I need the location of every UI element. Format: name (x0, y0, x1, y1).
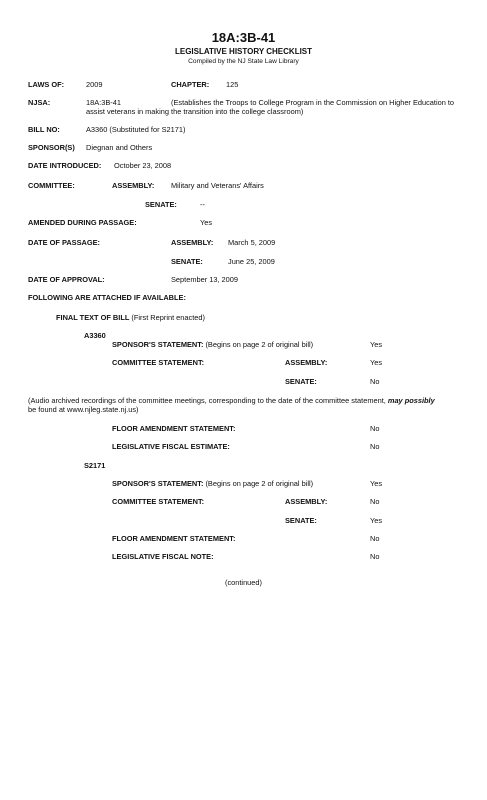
sponsors-label: SPONSOR(S) (28, 143, 75, 152)
page-title: 18A:3B-41 (211, 30, 276, 45)
amended-value: Yes (200, 218, 213, 227)
a3360-fiscal-value: No (370, 442, 380, 451)
a3360-senate-value: No (370, 377, 380, 386)
a3360-committee-statement-label: COMMITTEE STATEMENT: (112, 358, 205, 367)
a3360-sponsor-statement-note: (Begins on page 2 of original bill) (205, 340, 314, 349)
s2171-fiscal-label: LEGISLATIVE FISCAL NOTE: (112, 552, 214, 561)
njsa-value: 18A:3B-41 (86, 98, 121, 107)
bill-no-value: A3360 (Substituted for S2171) (86, 125, 186, 134)
a3360-sponsor-statement-row (112, 340, 313, 349)
s2171-sponsor-statement-note: (Begins on page 2 of original bill) (205, 479, 314, 488)
chapter-value: 125 (226, 80, 239, 89)
date-introduced-value: October 23, 2008 (114, 161, 172, 170)
bill-no-label: BILL NO: (28, 125, 60, 134)
date-of-approval-value: September 13, 2009 (171, 275, 238, 284)
final-text-note: (First Reprint enacted) (131, 313, 205, 322)
committee-assembly-label: ASSEMBLY: (112, 181, 155, 190)
a3360-sponsor-statement-value: Yes (370, 340, 383, 349)
final-text-label: FINAL TEXT OF BILL (56, 313, 130, 322)
chapter-label: CHAPTER: (171, 80, 210, 89)
njsa-description-1: (Establishes the Troops to College Program in the Commission on Higher Education to (171, 98, 455, 107)
s2171-sponsor-statement-row (112, 479, 313, 488)
a3360-sponsor-statement-label: SPONSOR'S STATEMENT: (112, 340, 204, 349)
s2171-floor-label: FLOOR AMENDMENT STATEMENT: (112, 534, 236, 543)
audio-note-text: (Audio archived recordings of the committee meetings, corresponding to the date of the committee statement, (28, 396, 388, 405)
page-subtitle: LEGISLATIVE HISTORY CHECKLIST (174, 47, 313, 56)
s2171-assembly-value: No (370, 497, 380, 506)
a3360-heading: A3360 (84, 331, 106, 340)
committee-assembly-value: Military and Veterans' Affairs (171, 181, 264, 190)
amended-label: AMENDED DURING PASSAGE: (28, 218, 137, 227)
passage-assembly-label: ASSEMBLY: (171, 238, 214, 247)
date-introduced-label: DATE INTRODUCED: (28, 161, 102, 170)
date-of-approval-label: DATE OF APPROVAL: (28, 275, 105, 284)
audio-note (28, 396, 483, 405)
attached-heading: FOLLOWING ARE ATTACHED IF AVAILABLE: (28, 293, 186, 302)
s2171-sponsor-statement-value: Yes (370, 479, 383, 488)
committee-senate-value: -- (200, 200, 205, 209)
s2171-committee-statement-label: COMMITTEE STATEMENT: (112, 497, 205, 506)
laws-of-value: 2009 (86, 80, 103, 89)
njsa-description-2: assist veterans in making the transition into the college classroom) (86, 107, 304, 116)
s2171-assembly-label: ASSEMBLY: (285, 497, 328, 506)
audio-note-emphasis: may possibly (387, 396, 435, 405)
s2171-fiscal-value: No (370, 552, 380, 561)
a3360-floor-label: FLOOR AMENDMENT STATEMENT: (112, 424, 236, 433)
passage-senate-value: June 25, 2009 (228, 257, 275, 266)
passage-senate-label: SENATE: (171, 257, 203, 266)
s2171-floor-value: No (370, 534, 380, 543)
committee-senate-label: SENATE: (145, 200, 177, 209)
s2171-senate-label: SENATE: (285, 516, 317, 525)
compiled-by: Compiled by the NJ State Law Library (188, 58, 299, 65)
date-of-passage-label: DATE OF PASSAGE: (28, 238, 100, 247)
a3360-assembly-value: Yes (370, 358, 383, 367)
a3360-floor-value: No (370, 424, 380, 433)
passage-assembly-value: March 5, 2009 (228, 238, 276, 247)
laws-of-label: LAWS OF: (28, 80, 65, 89)
continued-note: (continued) (225, 578, 262, 587)
final-text-row (56, 313, 205, 322)
a3360-assembly-label: ASSEMBLY: (285, 358, 328, 367)
committee-label: COMMITTEE: (28, 181, 75, 190)
njsa-label: NJSA: (28, 98, 51, 107)
a3360-fiscal-label: LEGISLATIVE FISCAL ESTIMATE: (112, 442, 230, 451)
audio-note-link: be found at www.njleg.state.nj.us) (28, 405, 139, 414)
s2171-senate-value: Yes (370, 516, 383, 525)
sponsors-value: Diegnan and Others (86, 143, 153, 152)
s2171-sponsor-statement-label: SPONSOR'S STATEMENT: (112, 479, 204, 488)
a3360-senate-label: SENATE: (285, 377, 317, 386)
s2171-heading: S2171 (84, 461, 106, 470)
